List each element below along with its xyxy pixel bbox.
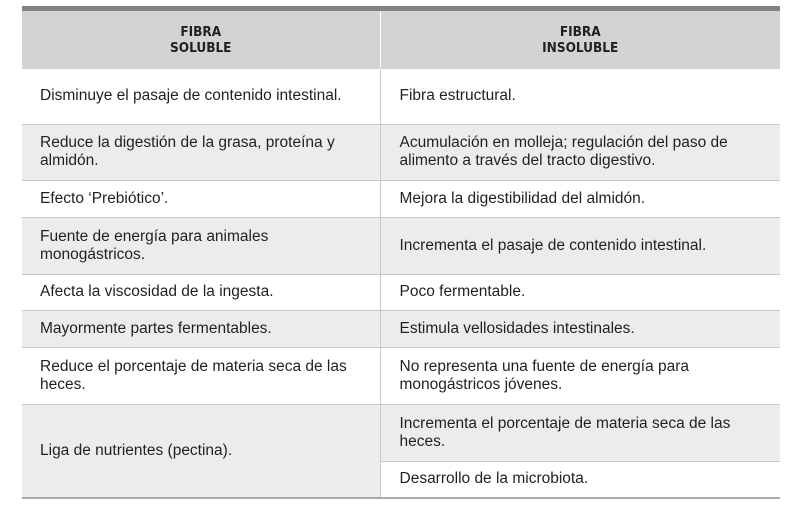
insoluble-cell: No representa una fuente de energía para monogástricos jóvenes.: [380, 347, 780, 404]
table-row: [22, 404, 780, 461]
insoluble-cell: Incrementa el porcentaje de materia seca de las heces.: [380, 404, 780, 461]
header-soluble-line-2: SOLUBLE: [170, 40, 232, 56]
insoluble-cell: Incrementa el pasaje de contenido intestinal.: [380, 217, 780, 274]
soluble-cell: Reduce la digestión de la grasa, proteína y almidón.: [22, 124, 380, 180]
insoluble-cell: Mejora la digestibilidad del almidón.: [380, 180, 780, 217]
soluble-cell: Reduce el porcentaje de materia seca de las heces.: [22, 347, 380, 404]
table-row: [22, 310, 780, 347]
header-soluble: [22, 9, 380, 70]
soluble-cell: Afecta la viscosidad de la ingesta.: [22, 274, 380, 310]
table-row: [22, 347, 780, 404]
header-row: [22, 9, 780, 70]
header-soluble-line-1: FIBRA: [180, 24, 222, 40]
table-row: [22, 274, 780, 310]
table-row: [22, 180, 780, 217]
soluble-cell: Disminuye el pasaje de contenido intestinal.: [22, 69, 380, 124]
insoluble-cell: Fibra estructural.: [380, 69, 780, 124]
fiber-comparison-table: [22, 6, 780, 499]
header-insoluble-line-2: INSOLUBLE: [542, 40, 619, 56]
header-insoluble-line-1: FIBRA: [559, 24, 601, 40]
fiber-comparison-table-container: [22, 6, 780, 499]
soluble-cell: Mayormente partes fermentables.: [22, 310, 380, 347]
soluble-cell-merged: Liga de nutrientes (pectina).: [22, 404, 380, 498]
insoluble-cell: Poco fermentable.: [380, 274, 780, 310]
insoluble-cell: Estimula vellosidades intestinales.: [380, 310, 780, 347]
insoluble-cell: Desarrollo de la microbiota.: [380, 461, 780, 498]
header-insoluble: [380, 9, 780, 70]
table-row: [22, 217, 780, 274]
insoluble-cell: Acumulación en molleja; regulación del paso de alimento a través del tracto digestivo.: [380, 124, 780, 180]
soluble-cell: Efecto ‘Prebiótico’.: [22, 180, 380, 217]
table-row: [22, 69, 780, 124]
table-row: [22, 124, 780, 180]
soluble-cell: Fuente de energía para animales monogástricos.: [22, 217, 380, 274]
